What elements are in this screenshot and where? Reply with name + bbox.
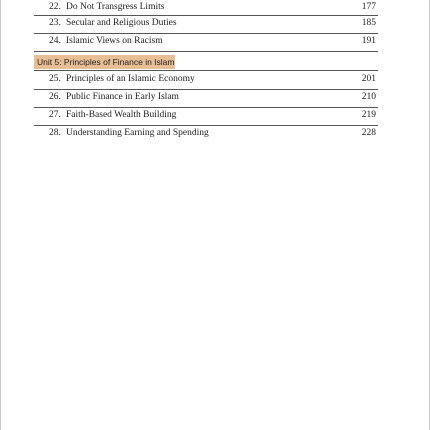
chapter-number: 23. bbox=[49, 18, 61, 28]
unit-heading[interactable]: Unit 5: Principles of Finance in Islam bbox=[34, 55, 175, 69]
page-number: 201 bbox=[361, 74, 376, 84]
chapter-number: 25. bbox=[49, 74, 61, 84]
unit-heading-row bbox=[34, 55, 378, 71]
table-of-contents bbox=[34, 0, 378, 144]
page-number: 185 bbox=[361, 18, 376, 28]
page-edge-left bbox=[0, 0, 1, 430]
toc-entry[interactable] bbox=[34, 0, 378, 16]
page-number: 228 bbox=[361, 128, 376, 138]
page-number: 219 bbox=[361, 110, 376, 120]
chapter-number: 27. bbox=[49, 110, 61, 120]
page-number: 210 bbox=[361, 92, 376, 102]
chapter-number: 22. bbox=[49, 2, 61, 12]
chapter-title: Understanding Earning and Spending bbox=[66, 128, 209, 138]
chapter-title: Public Finance in Early Islam bbox=[66, 92, 179, 102]
toc-entry[interactable] bbox=[34, 126, 378, 144]
chapter-number: 26. bbox=[49, 92, 61, 102]
toc-entry[interactable] bbox=[34, 72, 378, 90]
chapter-title: Faith-Based Wealth Building bbox=[66, 110, 177, 120]
chapter-title: Islamic Views on Racism bbox=[66, 36, 163, 46]
page-number: 191 bbox=[361, 36, 376, 46]
chapter-title: Do Not Transgress Limits bbox=[66, 2, 165, 12]
toc-entry[interactable] bbox=[34, 108, 378, 126]
chapter-title: Secular and Religious Duties bbox=[66, 18, 177, 28]
chapter-number: 24. bbox=[49, 36, 61, 46]
toc-entry[interactable] bbox=[34, 16, 378, 34]
toc-entry[interactable] bbox=[34, 34, 378, 52]
toc-entry[interactable] bbox=[34, 90, 378, 108]
page-number: 177 bbox=[361, 2, 376, 12]
chapter-title: Principles of an Islamic Economy bbox=[66, 74, 195, 84]
chapter-number: 28. bbox=[49, 128, 61, 138]
